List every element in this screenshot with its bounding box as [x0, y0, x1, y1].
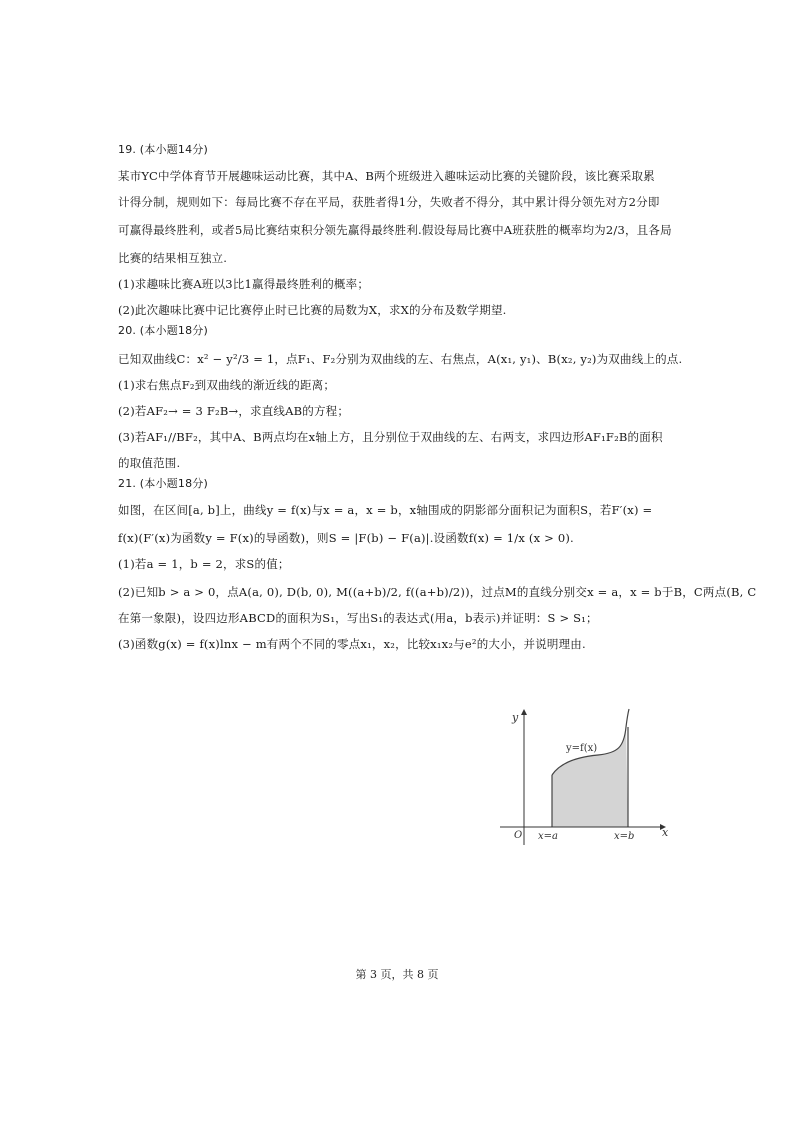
origin-label: O — [514, 830, 523, 841]
question-text-line: 可赢得最终胜利，或者5局比赛结束积分领先赢得最终胜利.假设每局比赛中A班获胜的概率均为2/3，且各局 — [118, 223, 672, 237]
sub-question: (3)若AF₁//BF₂，其中A、B两点均在x轴上方，且分别位于双曲线的左、右两支，求四边形AF₁F₂B的面积 — [118, 430, 663, 444]
question-text-line: 的取值范围. — [118, 456, 181, 470]
right-bound-label: x=b — [614, 831, 635, 842]
question-text-line: f(x)(F′(x)为函数y = F(x)的导函数)，则S = |F(b) − F(a)|.设函数f(x) = 1/x (x > 0). — [118, 531, 574, 545]
sub-question: (3)函数g(x) = f(x)lnx − m有两个不同的零点x₁，x₂，比较x₁x₂与e²的大小，并说明理由. — [118, 637, 586, 651]
question-20 — [118, 323, 683, 471]
question-21 — [118, 476, 757, 652]
question-text-line: 在第一象限)，设四边形ABCD的面积为S₁，写出S₁的表达式(用a，b表示)并证明：S > S₁； — [118, 611, 598, 625]
curve-label: y=f(x) — [566, 743, 598, 754]
y-axis-label: y — [512, 711, 519, 724]
sub-question: (1)求右焦点F₂到双曲线的渐近线的距离； — [118, 378, 336, 392]
question-text-line: 如图，在区间[a, b]上，曲线y = f(x)与x = a，x = b，x轴围成的阴影部分面积记为面积S，若F′(x) = — [118, 503, 653, 517]
sub-question: (2)已知b > a > 0，点A(a, 0), D(b, 0), M((a+b)/2, f((a+b)/2))，过点M的直线分别交x = a，x = b于B，C两点(B, C — [118, 585, 757, 599]
question-title: 21. (本小题18分) — [118, 477, 208, 490]
question-text-line: 某市YC中学体育节开展趣味运动比赛，其中A、B两个班级进入趣味运动比赛的关键阶段，该比赛采取累 — [118, 169, 655, 183]
area-figure — [498, 705, 676, 845]
x-axis-label: x — [662, 826, 669, 839]
sub-question: (1)求趣味比赛A班以3比1赢得最终胜利的概率； — [118, 277, 370, 291]
question-text-line: 计得分制，规则如下：每局比赛不存在平局，获胜者得1分，失败者不得分，其中累计得分领先对方2分即 — [118, 195, 660, 209]
sub-question: (1)若a = 1，b = 2，求S的值； — [118, 557, 290, 571]
y-axis-arrow-icon — [521, 709, 527, 715]
question-title: 20. (本小题18分) — [118, 324, 208, 337]
page-footer: 第 3 页，共 8 页 — [355, 968, 439, 981]
question-19 — [118, 142, 678, 318]
questions — [118, 142, 757, 652]
question-title: 19. (本小题14分) — [118, 143, 208, 156]
sub-question: (2)若AF₂→ = 3 F₂B→，求直线AB的方程； — [118, 404, 350, 418]
left-bound-label: x=a — [538, 831, 558, 842]
shaded-area — [552, 727, 628, 827]
question-text-line: 已知双曲线C：x² − y²/3 = 1，点F₁、F₂分别为双曲线的左、右焦点，A(x₁, y₁)、B(x₂, y₂)为双曲线上的点. — [118, 352, 683, 366]
question-text-line: 比赛的结果相互独立. — [118, 251, 228, 265]
sub-question: (2)此次趣味比赛中记比赛停止时已比赛的局数为X，求X的分布及数学期望. — [118, 303, 507, 317]
